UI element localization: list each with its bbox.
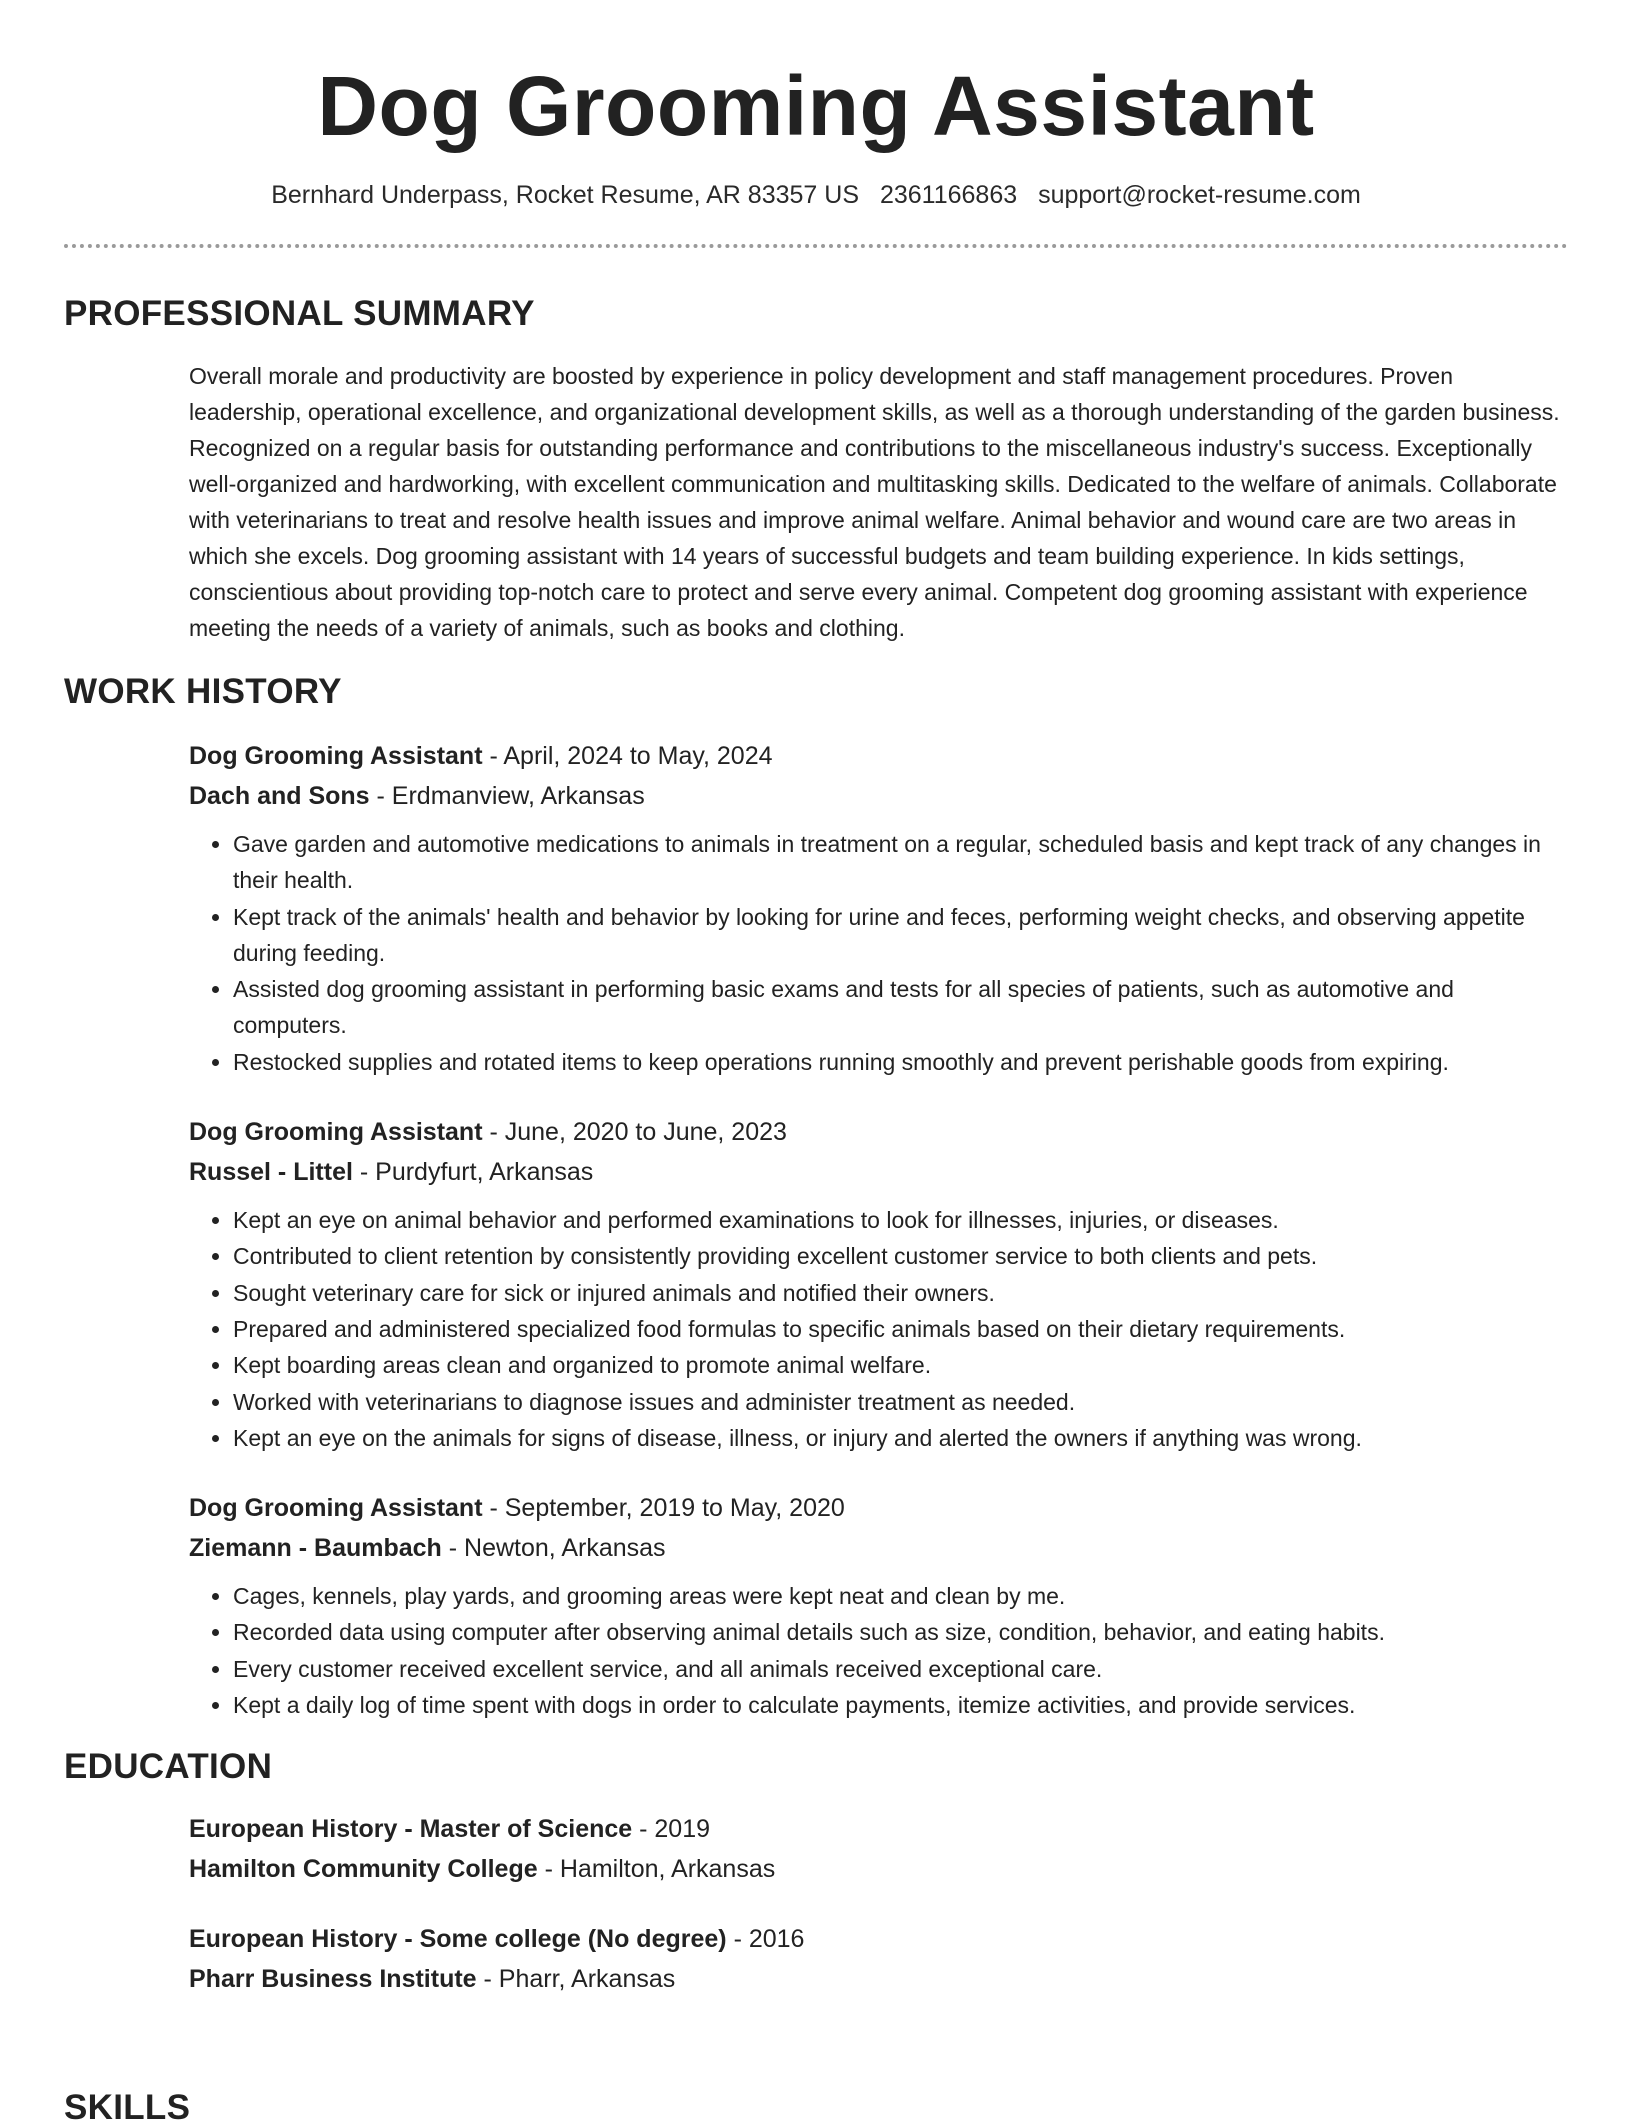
job-company: Ziemann - Baumbach — [189, 1534, 442, 1563]
education-school: Pharr Business Institute — [189, 1965, 477, 1994]
job-bullet: • Prepared and administered specialized food formulas to specific animals based on their dietary requirements. — [233, 1311, 1568, 1347]
job-location: - Newton, Arkansas — [441, 1534, 666, 1563]
job-role: Dog Grooming Assistant — [189, 742, 483, 770]
job-bullet: • Contributed to client retention by consistently providing excellent customer service to both clients and pets. — [233, 1238, 1568, 1274]
section-title-summary: PROFESSIONAL SUMMARY — [64, 294, 535, 333]
job-bullet: • Cages, kennels, play yards, and grooming areas were kept neat and clean by me. — [233, 1578, 1568, 1614]
job-bullet: • Every customer received excellent service, and all animals received exceptional care. — [233, 1651, 1568, 1687]
job-dates: - April, 2024 to May, 2024 — [482, 742, 773, 770]
job-bullet: • Sought veterinary care for sick or injured animals and notified their owners. — [233, 1275, 1568, 1311]
education-year: - 2019 — [632, 1815, 711, 1844]
job-location: - Purdyfurt, Arkansas — [352, 1158, 594, 1187]
section-title-work-history: WORK HISTORY — [64, 672, 342, 711]
section-title-skills: SKILLS — [64, 2088, 191, 2127]
job-company: Dach and Sons — [189, 782, 370, 810]
job-bullet: • Kept track of the animals' health and behavior by looking for urine and feces, performing weight checks, and observing appetite during feeding. — [233, 899, 1568, 972]
job-company: Russel - Littel — [189, 1158, 353, 1187]
job-bullet: • Gave garden and automotive medications to animals in treatment on a regular, scheduled basis and kept track of any changes in their health. — [233, 826, 1568, 899]
summary-text: Overall morale and productivity are boosted by experience in policy development and staff management procedures. Proven leadership, operational excellence, and organizational development skills, as well as a thorough understanding of the garden business. Recognized on a regular basis for outstanding performance and contributions to the miscellaneous industry's success. Exceptionally well-organized and hardworking, with excellent communication and multitasking skills. Dedicated to the welfare of animals. Collaborate with veterinarians to treat and resolve health issues and improve animal welfare. Animal behavior and wound care are two areas in which she excels. Dog grooming assistant with 14 years of successful budgets and team building experience. In kids settings, conscientious about providing top-notch care to protect and serve every animal. Competent dog grooming assistant with experience meeting the needs of a variety of animals, such as books and clothing. — [189, 363, 1560, 641]
education-school: Hamilton Community College — [189, 1855, 538, 1884]
job-entry — [189, 1112, 1568, 1456]
education-location: - Pharr, Arkansas — [476, 1965, 676, 1994]
contact-address: Bernhard Underpass, Rocket Resume, AR 83357 US — [271, 181, 859, 209]
section-title-education: EDUCATION — [64, 1747, 273, 1787]
job-title-line — [189, 1488, 1568, 1528]
job-company-line — [189, 1152, 1568, 1192]
job-dates: - September, 2019 to May, 2020 — [482, 1494, 845, 1523]
education-entry — [189, 1919, 1568, 1999]
job-entry — [189, 1488, 1568, 1723]
job-bullet: • Restocked supplies and rotated items to keep operations running smoothly and prevent perishable goods from expiring. — [233, 1044, 1568, 1080]
education-degree-line — [189, 1919, 1568, 1959]
job-bullet: • Kept an eye on animal behavior and performed examinations to look for illnesses, injuries, or diseases. — [233, 1202, 1568, 1238]
education-degree: European History - Master of Science — [189, 1815, 633, 1844]
education-degree-line — [189, 1809, 1568, 1849]
resume-page — [64, 0, 1568, 2127]
education-year: - 2016 — [726, 1925, 805, 1954]
job-company-line — [189, 1528, 1568, 1568]
job-bullet-list — [189, 1578, 1568, 1723]
job-bullet: • Kept an eye on the animals for signs of disease, illness, or injury and alerted the owners if anything was wrong. — [233, 1420, 1568, 1456]
job-entry — [189, 736, 1568, 1080]
job-bullet-list — [189, 826, 1568, 1080]
job-dates: - June, 2020 to June, 2023 — [482, 1118, 787, 1147]
education-degree: European History - Some college (No degree) — [189, 1925, 727, 1954]
job-bullet-list — [189, 1202, 1568, 1456]
contact-phone: 2361166863 — [879, 181, 1018, 209]
job-title-line — [189, 736, 1568, 776]
job-bullet: • Worked with veterinarians to diagnose issues and administer treatment as needed. — [233, 1384, 1568, 1420]
job-role: Dog Grooming Assistant — [189, 1494, 483, 1523]
resume-name: Dog Grooming Assistant — [317, 59, 1315, 153]
education-entry — [189, 1809, 1568, 1889]
job-bullet: • Kept a daily log of time spent with dogs in order to calculate payments, itemize activities, and provide services. — [233, 1687, 1568, 1723]
education-location: - Hamilton, Arkansas — [537, 1855, 776, 1884]
job-bullet: • Recorded data using computer after observing animal details such as size, condition, behavior, and eating habits. — [233, 1614, 1568, 1650]
education-school-line — [189, 1959, 1568, 1999]
job-location: - Erdmanview, Arkansas — [369, 782, 645, 810]
contact-email: support@rocket-resume.com — [1038, 181, 1361, 209]
job-role: Dog Grooming Assistant — [189, 1118, 483, 1147]
contact-line — [64, 180, 1568, 210]
job-title-line — [189, 1112, 1568, 1152]
education-school-line — [189, 1849, 1568, 1889]
job-bullet: • Assisted dog grooming assistant in performing basic exams and tests for all species of patients, such as automotive and computers. — [233, 971, 1568, 1044]
job-bullet: • Kept boarding areas clean and organized to promote animal welfare. — [233, 1347, 1568, 1383]
job-company-line — [189, 776, 1568, 816]
header-divider — [64, 244, 1568, 248]
